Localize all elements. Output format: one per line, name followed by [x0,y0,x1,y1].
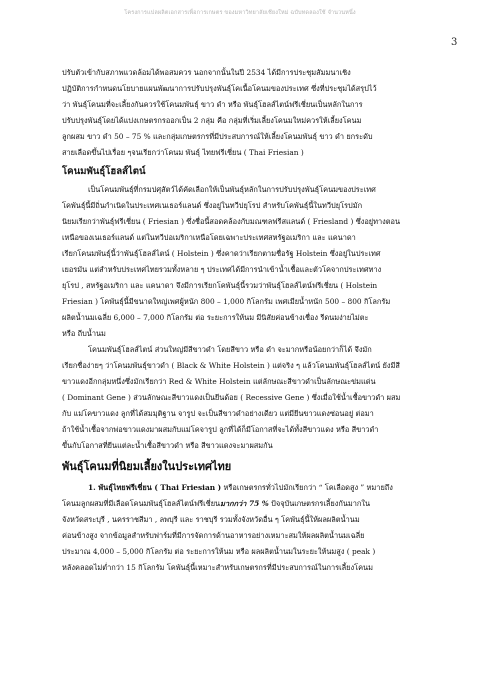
paragraph-line: ขึ้นกับโอกาสที่ยีนแต่ละน้ำเชื้อสีขาวดำ หรือ สีขาวแดงจะมาผสมกัน [62,441,273,450]
paragraph-line: เยอรมัน แต่สำหรับประเทศไทยรวมทั้งหลาย ๆ ประเทศได้มีการนำเข้าน้ำเชื้อและตัวโคจากประเทศทาง [62,265,382,274]
paragraph-line: Friesian ) โคพันธุ์นี้มีขนาดใหญ่เพศผู้หนัก 800 – 1,000 กิโลกรัม เพศเมียน้ำหนัก 500 – 800 กิโลกรัม [62,297,391,306]
paragraph-line: สายเลือดขึ้นไปเรื่อย ๆจนเรียกว่าโคนม พันธุ์ ไทยฟรีเชี่ยน ( Thai Friesian ) [62,148,304,157]
paragraph-line: ลูกผสม ขาว ดำ 50 – 75 % และกลุ่มเกษตรกรที่มีประสบการณ์ให้เลี้ยงโคนมพันธุ์ ขาว ดำ ยกระดับ [62,132,373,141]
thai-friesian-paragraph [62,480,434,576]
paragraph-line: เป็นโคนมพันธุ์ที่กรมปศุสัตว์ได้คัดเลือกให้เป็นพันธุ์หลักในการปรับปรุงพันธุ์โคนมของประเทศ [88,185,376,194]
paragraph-line: ถ้าใช้น้ำเชื้อจากพ่อขาวแดงมาผสมกับแม่โคจารูป ลูกที่ได้ก็มีโอกาสที่จะได้ทั้งสีขาวแดง หรือ สีขาวดำ [62,425,379,434]
paragraph-line: ปรับปรุงพันธุ์โดยได้แบ่งเกษตรกรออกเป็น 2 กลุ่ม คือ กลุ่มที่เริ่มเลี้ยงโคนมใหม่ควรให้เลี้ยงโคนม [62,116,362,125]
paragraph-line: ขาวแดงอีกกลุ่มหนึ่งซึ่งมักเรียกว่า Red & White Holstein แต่ลักษณะสีขาวดำเป็นลักษณะข่มแด่น [62,377,376,386]
paragraph-line: กับ แม่โคขาวแดง ลูกที่ได้สมมุติฐาน จารูป จะเป็นสีขาวดำอย่างเดียว แต่มียีนขาวแดงซ่อนอยู่ ต่อมา [62,409,374,418]
paragraph-line: ปรับตัวเข้ากับสภาพแวดล้อมได้พอสมควร นอกจากนั้นในปี 2534 ได้มีการประชุมสัมมนาเชิง [62,68,351,77]
paragraph-line: โคนมพันธุ์โฮลส์ไตน์ ส่วนใหญ่มีสีขาวดำ โดยสีขาว หรือ ดำ จะมากหรือน้อยกว่าก็ได้ จึงมัก [88,345,372,354]
holstein-paragraph-2 [62,342,434,454]
line-text: ปัจจุบันเกษตรกรเลี้ยงกันมากใน [268,499,371,508]
paragraph-line: ค่อนข้างสูง จากข้อมูลสำหรับฟาร์มที่มีการจัดการด้านอาหารอย่างเหมาะสมให้ผลผลิตน้ำนมเฉลี่ย [62,531,365,540]
paragraph-line: ปฏิบัติการกำหนดนโยบายแผนพัฒนาการปรับปรุงพันธุ์โคเนื้อโคนมของประเทศ ซึ่งที่ประชุมได้สรุปไว้ [62,84,377,93]
item-first-line [62,480,434,496]
paragraph-line: ( Dominant Gene ) ส่วนลักษณะสีขาวแดงเป็นยีนด้อย ( Recessive Gene ) ซึ่งเมื่อใช้น้ำเชื้อขาวดำ ผสม [62,393,401,402]
item-title-thai-friesian: 1. พันธุ์ไทยฟรีเชี่ยน ( Thai Friesian ) [88,483,222,492]
paragraph-line [62,496,434,512]
paragraph-line: หรือ ถีบน้ำนม [62,329,106,338]
paragraph-line: ประมาณ 4,000 – 5,000 กิโลกรัม ต่อ ระยะการให้นม หรือ ผลผลิตน้ำนมในระยะให้นมสูง ( peak ) [62,547,376,556]
paragraph-line: จังหวัดสระบุรี , นครราชสีมา , ลพบุรี และ ราชบุรี รวมทั้งจังหวัดอื่น ๆ โคพันธุ์นี้ให้ผลผลิตน้ำนม [62,515,360,524]
line-text: โคนมลูกผสมที่มีเลือดโคนมพันธุ์โฮลส์ไตน์ฟรีเชี่ยน [62,499,221,508]
section-heading-holstein: โคนมพันธุ์โฮลส์ไตน์ [62,166,146,177]
paragraph-line: เรียกชื่อง่ายๆ ว่าโคนมพันธุ์ขาวดำ ( Black & White Holstein ) แต่จริง ๆ แล้วโคนมพันธุ์โฮลส์ไตน์ ยังมีสี [62,361,400,370]
intro-paragraph [62,65,434,161]
page-content [62,65,434,576]
paragraph-line: เรียกโคนมพันธุ์นี้ว่าพันธุ์โฮลส์ไตน์ ( Holstein ) ซึ่งคาดว่าเรียกตามชื่อรัฐ Holstein ซึ่งอยู่ในประเทศ [62,249,381,258]
paragraph-line: ว่า พันธุ์โคนมที่จะเลี้ยงกันควรใช้โคนมพันธุ์ ขาว ดำ หรือ พันธุ์โฮลส์ไตน์ฟรีเชี่ยนเป็นหลักในการ [62,100,363,109]
paragraph-line: นิยมเรียกว่าพันธุ์ฟรีเชี่ยน ( Friesian ) ซึ่งชื่อนี้สอดคล้องกับมณฑลฟรีสแลนด์ ( Friesland ) ซึ่งอยู่ทางตอน [62,217,401,226]
page-number: 3 [451,37,458,48]
paragraph-line: หลังคลอดไม่ต่ำกว่า 15 กิโลกรัม โคพันธุ์นี้เหมาะสำหรับเกษตรกรที่มีประสบการณ์ในการเลี้ยงโคนม [62,563,373,572]
paragraph-line: ผลิตน้ำนมเฉลี่ย 6,000 – 7,000 กิโลกรัม ต่อ ระยะการให้นม มีนิสัยค่อนข้างเชื่อง รีดนมง่ายไม่ตะ [62,313,369,322]
paragraph-line: เหนือของเนเธอร์แลนด์ แต่ในทวีปอเมริกาเหนือโดยเฉพาะประเทศสหรัฐอเมริกา และ แคนาดา [62,233,356,242]
holstein-paragraph-1 [62,182,434,342]
header-watermark: โครงการแปลผลิตเอกสารเพื่อการเกษตร ของมหาวิทยาลัยเชียงใหม่ ฉบับทดลองใช้ จำนวนหนึ่ง [124,10,356,16]
paragraph-line: ยุโรป , สหรัฐอเมริกา และ แคนาดา จึงมีการเรียกโคพันธุ์นี้รวมว่าพันธุ์โฮลส์ไตน์ฟรีเชี่ยน ( Holstein [62,281,378,290]
paragraph-line: โคพันธุ์นี้มีถิ่นกำเนิดในประเทศเนเธอร์แลนด์ ซึ่งอยู่ในทวีปยุโรป สำหรับโคพันธุ์นี้ในทวีปยุโรปมัก [62,201,363,210]
section-heading-thai-breeds: พันธุ์โคนมที่นิยมเลี้ยงในประเทศไทย [62,460,232,473]
emphasis-percentage: มากกว่า 75 % [220,499,269,508]
item-first-line-text: หรือเกษตรกรทั่วไปมักเรียกว่า “ โคเลือดสูง ” หมายถึง [221,483,393,492]
